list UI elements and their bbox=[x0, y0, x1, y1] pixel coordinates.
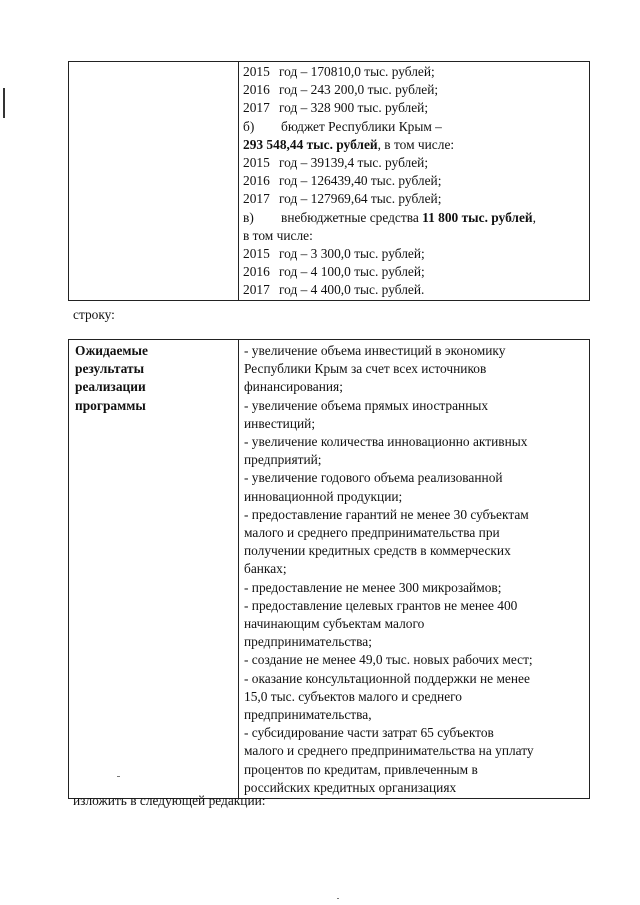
scan-artifact bbox=[337, 898, 339, 899]
funding-table-left-cell bbox=[69, 62, 239, 301]
year-line: 2015 год – 170810,0 тыс. рублей; bbox=[243, 64, 435, 79]
year-line: 2017 год – 4 400,0 тыс. рублей. bbox=[243, 282, 425, 298]
caption-line: строку: bbox=[73, 307, 115, 322]
result-line: - оказание консультационной поддержки не менее bbox=[244, 670, 530, 686]
year-line: 2016 год – 4 100,0 тыс. рублей; bbox=[243, 264, 425, 280]
year-line: 2016 год – 126439,40 тыс. рублей; bbox=[243, 173, 442, 189]
result-line: Республики Крым за счет всех источников bbox=[244, 361, 487, 377]
result-line: финансирования; bbox=[244, 379, 343, 395]
year-line: 2016 год – 243 200,0 тыс. рублей; bbox=[243, 82, 439, 98]
funding-table-right-cell bbox=[239, 62, 590, 301]
result-line: - увеличение количества инновационно активных bbox=[244, 434, 528, 450]
results-heading: программы bbox=[75, 397, 146, 413]
result-line: малого и среднего предпринимательства при bbox=[244, 525, 500, 541]
results-list-cell bbox=[239, 340, 590, 799]
result-line: малого и среднего предпринимательства на уплату bbox=[244, 743, 534, 759]
result-line: банках; bbox=[244, 561, 287, 577]
year-line: 2017 год – 127969,64 тыс. рублей; bbox=[243, 191, 442, 207]
item-b-total: 293 548,44 тыс. рублей, в том числе: bbox=[243, 136, 455, 152]
result-line: начинающим субъектам малого bbox=[244, 616, 425, 632]
result-line: предпринимательства; bbox=[244, 634, 372, 650]
result-line: - субсидирование части затрат 65 субъектов bbox=[244, 725, 494, 741]
result-line: - увеличение годового объема реализованной bbox=[244, 470, 503, 486]
scan-artifact bbox=[117, 776, 120, 777]
margin-mark bbox=[3, 88, 5, 118]
year-line: 2017 год – 328 900 тыс. рублей; bbox=[243, 100, 429, 116]
result-line: - предоставление целевых грантов не менее 400 bbox=[244, 597, 518, 613]
item-c-continuation: в том числе: bbox=[243, 227, 313, 243]
result-line: получении кредитных средств в коммерческих bbox=[244, 543, 511, 559]
result-line: российских кредитных организациях bbox=[244, 779, 457, 795]
result-line: инвестиций; bbox=[244, 415, 316, 431]
results-heading: результаты bbox=[75, 361, 145, 377]
item-c-heading: в) внебюджетные средства 11 800 тыс. рублей, bbox=[243, 209, 536, 225]
year-line: 2015 год – 39139,4 тыс. рублей; bbox=[243, 155, 429, 171]
result-line: предпринимательства, bbox=[244, 707, 372, 723]
year-line: 2015 год – 3 300,0 тыс. рублей; bbox=[243, 246, 425, 262]
result-line: - увеличение объема прямых иностранных bbox=[244, 397, 489, 413]
expected-results-table bbox=[68, 339, 590, 799]
result-line: - создание не менее 49,0 тыс. новых рабочих мест; bbox=[244, 652, 533, 668]
result-line: процентов по кредитам, привлеченным в bbox=[244, 761, 478, 777]
result-line: - увеличение объема инвестиций в экономику bbox=[244, 343, 506, 358]
result-line: инновационной продукции; bbox=[244, 488, 403, 504]
results-heading: реализации bbox=[75, 379, 146, 395]
result-line: - предоставление гарантий не менее 30 субъектам bbox=[244, 506, 529, 522]
caption-line: изложить в следующей редакции: bbox=[73, 793, 266, 808]
result-line: предприятий; bbox=[244, 452, 322, 468]
results-heading-cell bbox=[69, 340, 239, 799]
result-line: - предоставление не менее 300 микрозаймов; bbox=[244, 579, 502, 595]
result-line: 15,0 тыс. субъектов малого и среднего bbox=[244, 688, 462, 704]
results-heading: Ожидаемые bbox=[75, 343, 148, 358]
funding-table bbox=[68, 61, 590, 301]
item-b-heading: б) бюджет Республики Крым – bbox=[243, 118, 442, 134]
